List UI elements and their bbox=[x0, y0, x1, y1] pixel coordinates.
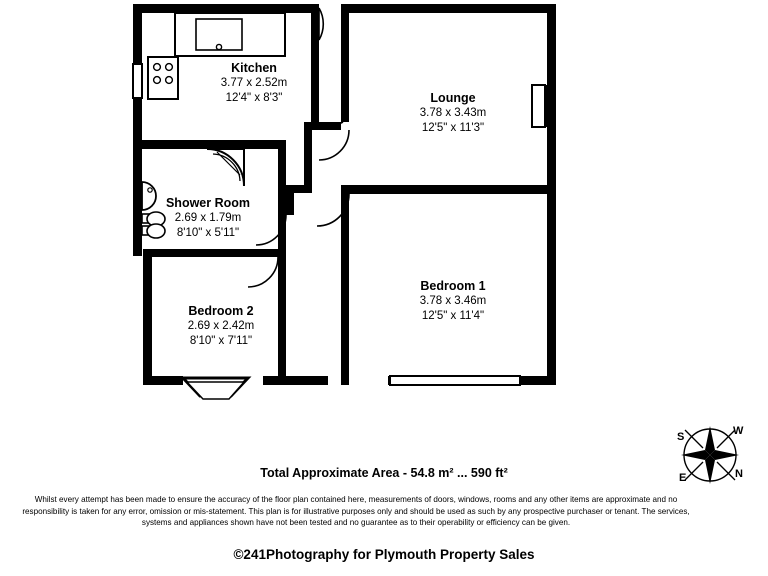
room-metric: 3.78 x 3.43m bbox=[419, 107, 487, 119]
room-name: Kitchen bbox=[231, 61, 277, 75]
room-imperial: 12'5" x 11'3" bbox=[421, 121, 485, 134]
credit-text: ©241Photography for Plymouth Property Sales bbox=[233, 547, 535, 562]
room-name: Bedroom 1 bbox=[420, 279, 486, 293]
room-metric: 3.77 x 2.52m bbox=[220, 77, 288, 89]
room-label-bedroom-1 bbox=[373, 278, 533, 323]
room-name: Shower Room bbox=[165, 196, 251, 210]
hallway-walls bbox=[286, 122, 341, 215]
compass-south-label: S bbox=[677, 431, 685, 443]
total-area-text: Total Approximate Area - 54.8 m² ... 590 ft² bbox=[260, 466, 508, 480]
room-label-shower-room bbox=[128, 195, 288, 240]
room-imperial: 8'10" x 5'11" bbox=[176, 226, 240, 239]
room-imperial: 8'10" x 7'11" bbox=[189, 334, 253, 347]
disclaimer-text: Whilst every attempt has been made to ensure the accuracy of the floor plan contained here, measurements of doors, windows, rooms and any other items are approximate and no responsibility is taken for any error, omission or mis-statement. This plan is for illustrative purposes only and should be used as such by any prospective purchaser or tenant. The services, systems and appliances shown have not been tested and no guarantee as to their operability or efficiency can be given. bbox=[22, 495, 690, 528]
room-metric: 2.69 x 1.79m bbox=[174, 212, 242, 224]
room-name: Lounge bbox=[430, 91, 476, 105]
compass-east-label: E bbox=[679, 472, 687, 484]
room-metric: 2.69 x 2.42m bbox=[187, 320, 255, 332]
room-name: Bedroom 2 bbox=[188, 304, 254, 318]
room-label-bedroom-2 bbox=[141, 303, 301, 348]
room-metric: 3.78 x 3.46m bbox=[419, 295, 487, 307]
room-imperial: 12'5" x 11'4" bbox=[421, 309, 485, 322]
compass-west-label: W bbox=[733, 425, 744, 437]
compass-north-label: N bbox=[735, 468, 743, 480]
room-label-lounge bbox=[373, 90, 533, 135]
compass-rose bbox=[673, 418, 747, 492]
room-imperial: 12'4" x 8'3" bbox=[225, 91, 283, 104]
room-label-kitchen bbox=[174, 60, 334, 105]
